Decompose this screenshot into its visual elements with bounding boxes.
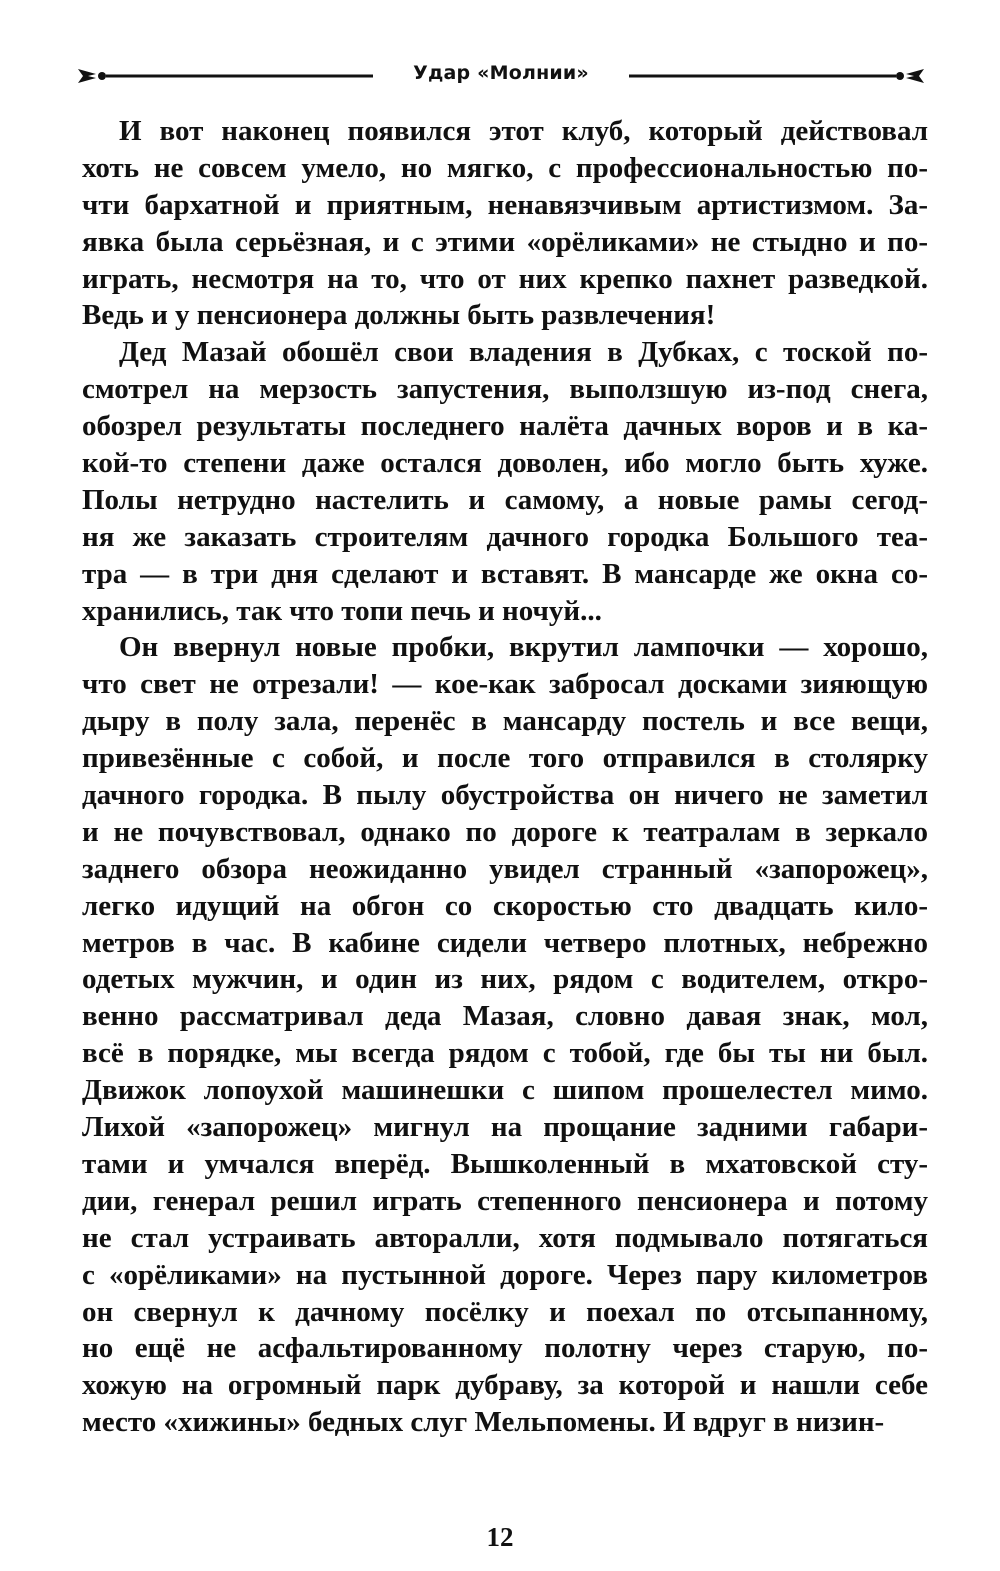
text-line: хожую на огромный парк дубраву, за которой и нашли себе bbox=[82, 1369, 928, 1402]
text-line: дыру в полу зала, перенёс в мансарду постель и все вещи, bbox=[82, 705, 928, 738]
text-line: дачного городка. В пылу обустройства он ничего не заметил bbox=[82, 779, 928, 812]
text-line: легко идущий на обгон со скоростью сто двадцать кило- bbox=[82, 889, 928, 922]
paragraph bbox=[82, 113, 928, 334]
text-line: но ещё не асфальтированному полотну через старую, по- bbox=[82, 1332, 928, 1365]
text-line: Лихой «запорожец» мигнул на прощание задними габари- bbox=[82, 1111, 928, 1144]
text-line: всё в порядке, мы всегда рядом с тобой, где бы ты ни был. bbox=[82, 1037, 928, 1070]
text-line: кой-то степени даже остался доволен, ибо могло быть хуже. bbox=[82, 447, 928, 480]
page-number: 12 bbox=[486, 1522, 514, 1552]
text-line: тами и умчался вперёд. Вышколенный в мхатовской сту- bbox=[82, 1147, 928, 1180]
text-line: Полы нетрудно настелить и самому, а новые рамы сегод- bbox=[82, 483, 928, 516]
text-line: явка была серьёзная, и с этими «орёликами» не стыдно и по- bbox=[82, 225, 928, 258]
paragraph bbox=[82, 334, 928, 629]
text-line: что свет не отрезали! — кое-как забросал досками зияющую bbox=[82, 668, 928, 701]
text-line: И вот наконец появился этот клуб, который действовал bbox=[119, 115, 928, 147]
text-line: Он ввернул новые пробки, вкрутил лампочки — хорошо, bbox=[119, 631, 928, 664]
text-line: Дед Мазай обошёл свои владения в Дубках, с тоской по- bbox=[119, 336, 928, 369]
running-header bbox=[78, 58, 924, 98]
text-line: и не почувствовал, однако по дороге к театралам в зеркало bbox=[82, 815, 928, 848]
text-line: метров в час. В кабине сидели четверо плотных, небрежно bbox=[82, 926, 928, 959]
body-text bbox=[82, 113, 928, 1441]
text-line: чти бархатной и приятным, ненавязчивым артистизмом. За- bbox=[82, 188, 928, 221]
text-line: играть, несмотря на то, что от них крепко пахнет разведкой. bbox=[82, 262, 928, 295]
text-line: тра — в три дня сделают и вставят. В мансарде же окна со- bbox=[82, 557, 928, 590]
text-line: с «орёликами» на пустынной дороге. Через пару километров bbox=[82, 1258, 928, 1291]
text-line: место «хижины» бедных слуг Мельпомены. И вдруг в низин- bbox=[82, 1406, 885, 1439]
text-line: хоть не совсем умело, но мягко, с профессиональностью по- bbox=[82, 151, 928, 184]
right-header-ornament bbox=[624, 58, 924, 98]
text-line: ня же заказать строителям дачного городка Большого теа- bbox=[82, 520, 928, 553]
text-line: привезённые с собой, и после того отправился в столярку bbox=[82, 742, 928, 775]
text-line: одетых мужчин, и один из них, рядом с водителем, откро- bbox=[82, 963, 928, 996]
text-line: он свернул к дачному посёлку и поехал по отсыпанному, bbox=[82, 1295, 928, 1328]
text-line: Ведь и у пенсионера должны быть развлечения! bbox=[82, 299, 716, 332]
text-line: венно рассматривал деда Мазая, словно давая знак, мол, bbox=[82, 1000, 928, 1033]
text-line: заднего обзора неожиданно увидел странный «запорожец», bbox=[82, 852, 928, 885]
text-line: дии, генерал решил играть степенного пенсионера и потому bbox=[82, 1184, 928, 1217]
text-line: Движок лопоухой машинешки с шипом прошелестел мимо. bbox=[82, 1074, 928, 1107]
running-header-title: Удар «Молнии» bbox=[413, 62, 589, 84]
text-line: не стал устраивать авторалли, хотя подмывало потягаться bbox=[82, 1221, 928, 1254]
text-line: хранились, так что топи печь и ночуй... bbox=[82, 594, 602, 627]
text-line: смотрел на мерзость запустения, выползшую из-под снега, bbox=[82, 373, 928, 406]
text-line: обозрел результаты последнего налёта дачных воров и в ка- bbox=[82, 410, 928, 443]
paragraph bbox=[82, 629, 928, 1441]
